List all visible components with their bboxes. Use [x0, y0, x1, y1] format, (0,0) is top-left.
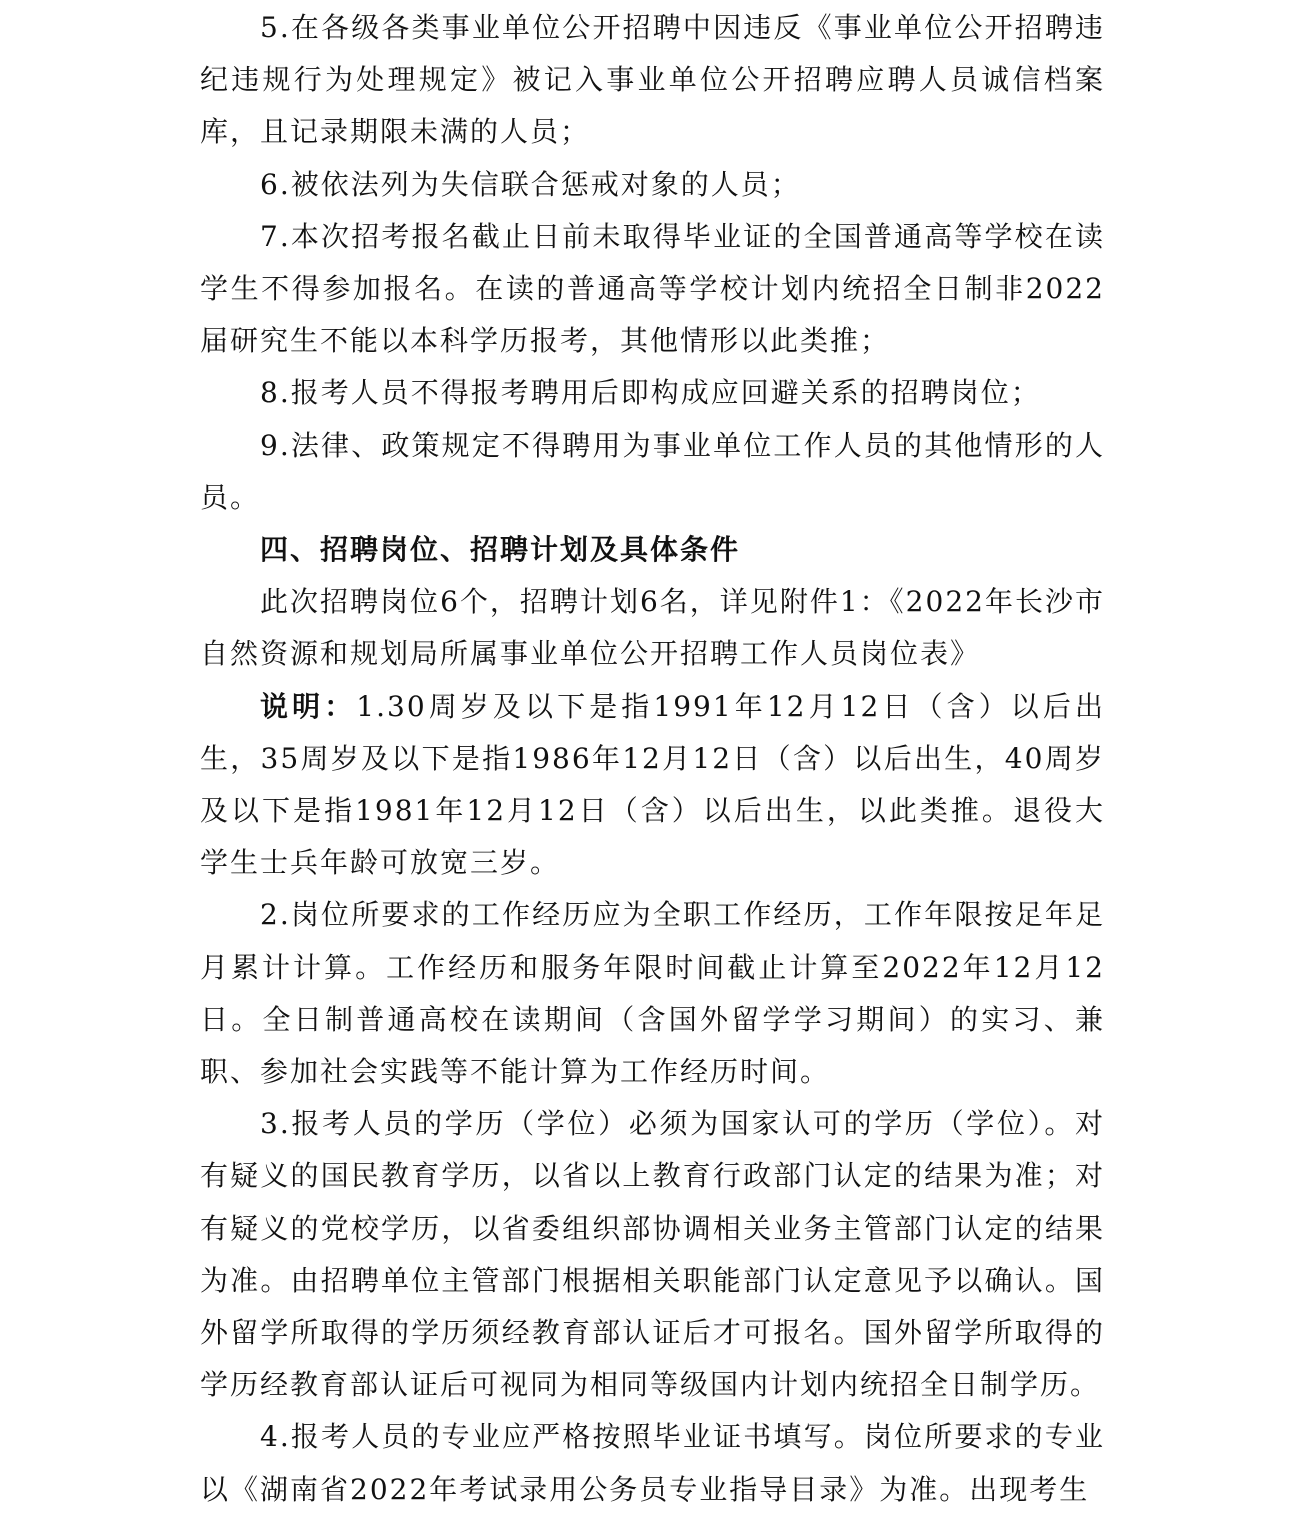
note-label: 说明：: [260, 689, 357, 723]
note-1: [200, 681, 1105, 890]
section-heading: 四、招聘岗位、招聘计划及具体条件: [260, 533, 741, 567]
document-page: [200, 0, 1105, 1516]
section-intro: 此次招聘岗位6个，招聘计划6名，详见附件1：《2022年长沙市自然资源和规划局所属事业单位公开招聘工作人员岗位表》: [200, 585, 1105, 671]
paragraph-item-7: 7.本次招考报名截止日前未取得毕业证的全国普通高等学校在读学生不得参加报名。在读的普通高等学校计划内统招全日制非2022届研究生不能以本科学历报考，其他情形以此类推；: [200, 219, 1105, 358]
paragraph-item-9: 9.法律、政策规定不得聘用为事业单位工作人员的其他情形的人员。: [200, 428, 1105, 514]
paragraph-item-8: 8.报考人员不得报考聘用后即构成应回避关系的招聘岗位；: [260, 376, 1041, 410]
paragraph-item-5: 5.在各级各类事业单位公开招聘中因违反《事业单位公开招聘违纪违规行为处理规定》被记入事业单位公开招聘应聘人员诚信档案库，且记录期限未满的人员；: [200, 11, 1105, 149]
note-3: 3.报考人员的学历（学位）必须为国家认可的学历（学位）。对有疑义的国民教育学历，以省以上教育行政部门认定的结果为准；对有疑义的党校学历，以省委组织部协调相关业务主管部门认定的结果为准。由招聘单位主管部门根据相关职能部门认定意见予以确认。国外留学所取得的学历须经教育部认证后才可报名。国外留学所取得的学历经教育部认证后可视同为相同等级国内计划内统招全日制学历。: [200, 1107, 1105, 1402]
paragraph-item-6: 6.被依法列为失信联合惩戒对象的人员；: [260, 167, 801, 201]
note-4: 4.报考人员的专业应严格按照毕业证书填写。岗位所要求的专业以《湖南省2022年考试录用公务员专业指导目录》为准。出现考生: [200, 1420, 1105, 1506]
note-2: 2.岗位所要求的工作经历应为全职工作经历，工作年限按足年足月累计计算。工作经历和服务年限时间截止计算至2022年12月12日。全日制普通高校在读期间（含国外留学学习期间）的实习、兼职、参加社会实践等不能计算为工作经历时间。: [200, 898, 1105, 1089]
note-1-text: 1.30周岁及以下是指1991年12月12日（含）以后出生，35周岁及以下是指1986年12月12日（含）以后出生，40周岁及以下是指1981年12月12日（含）以后出生，以此类推。退役大学生士兵年龄可放宽三岁。: [200, 689, 1105, 880]
